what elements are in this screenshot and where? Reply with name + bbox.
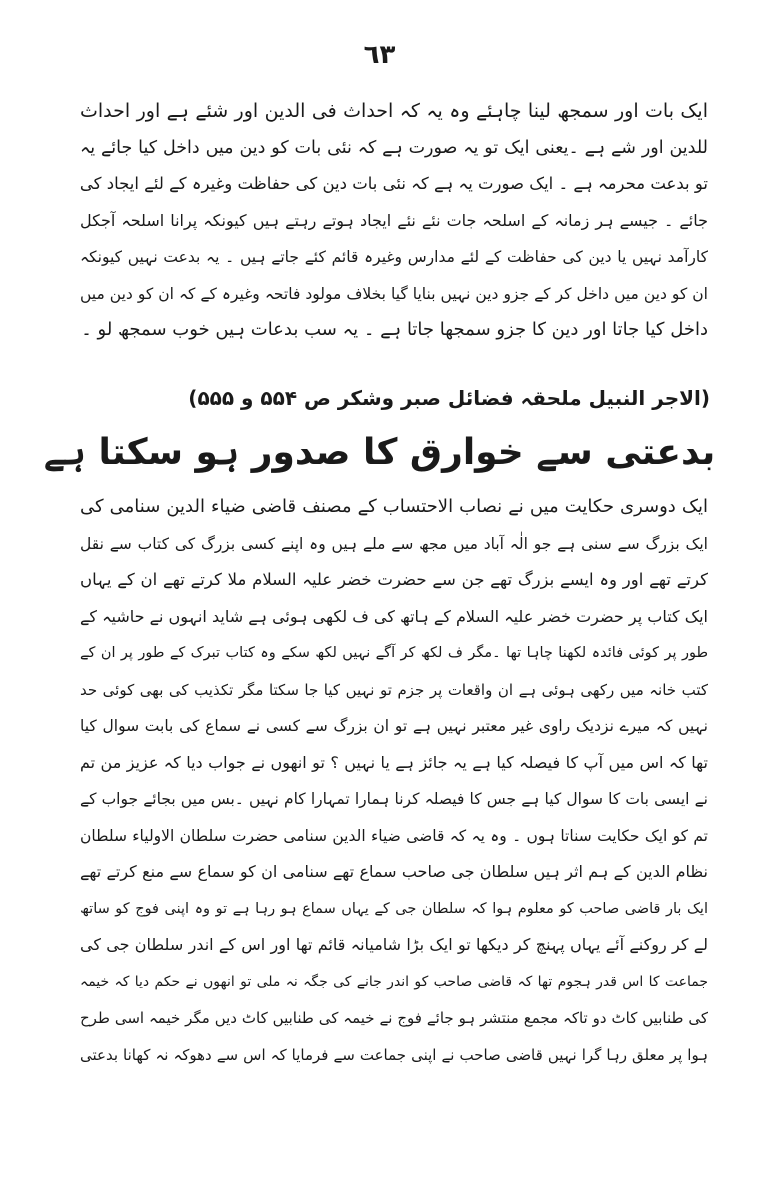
text-line: ایک بار قاضی صاحب کو معلوم ہوا کہ سلطان جی کے یہاں سماع ہو رہا ہے تو وہ اپنی فوج کو ساتھ — [80, 900, 708, 917]
text-line: کرتے تھے اور وہ ایسے بزرگ تھے جن سے حضرت خضر علیہ السلام ملا کرتے تھے ان کے یہاں — [80, 570, 708, 589]
text-line: ایک کتاب پر حضرت خضر علیہ السلام کے ہاتھ کی ف لکھی ہوئی ہے شاید انہوں نے حاشیہ کے — [80, 606, 708, 626]
text-line: کارآمد نہیں یا دین کی حفاظت کے لئے مدارس وغیرہ قائم کئے جاتے ہیں ۔ یہ بدعت نہیں کیونکہ — [80, 248, 708, 266]
text-line: ایک دوسری حکایت میں نے نصاب الاحتساب کے مصنف قاضی ضیاء الدین سنامی کی — [80, 496, 708, 517]
text-line: جائے ۔ جیسے ہر زمانہ کے اسلحہ جات نئے نئے ایجاد ہوتے رہتے ہیں کیونکہ پرانا اسلحہ آجکل — [80, 210, 708, 230]
text-line: داخل کیا جاتا اور دین کا جزو سمجھا جاتا ہے ۔ یہ سب بدعات ہیں خوب سمجھ لو ۔ — [81, 319, 708, 340]
text-line: للدین اور شے ہے ۔یعنی ایک تو یہ صورت ہے کہ نئی بات کو دین میں داخل کیا جائے یہ — [80, 137, 708, 158]
source-citation: (الاجر النبیل ملحقہ فضائل صبر وشکر ص ۵۵۴ و ۵۵۵) — [188, 386, 710, 410]
text-line: نظام الدین کے ہم اثر ہیں سلطان جی صاحب سماع تھے سنامی ان کو سماع سے منع کرتے تھے — [80, 862, 708, 881]
text-line: طور پر کوئی فائدہ لکھنا چاہا تھا ۔مگر ف لکھ کر آگے نہیں لکھ سکے وہ کتاب تبرک کے طور پر ان کے — [80, 645, 708, 661]
text-line: ایک بات اور سمجھ لینا چاہئے وہ یہ کہ احداث فی الدین اور شئے ہے اور احداث — [80, 100, 708, 122]
text-line: ہوا پر معلق رہا گرا نہیں قاضی صاحب نے اپنی جماعت سے فرمایا کہ اس سے دھوکہ نہ کھانا بدعتی — [80, 1045, 708, 1064]
section-heading: بدعتی سے خوارق کا صدور ہو سکتا ہے — [43, 432, 716, 473]
paragraph-bidat-explanation — [80, 93, 708, 349]
paragraph-story — [80, 489, 708, 1073]
text-line: تم کو ایک حکایت سناتا ہوں ۔ وہ یہ کہ قاضی ضیاء الدین سنامی حضرت سلطان الاولیاء سلطان — [80, 826, 708, 845]
text-line: کتب خانہ میں رکھی ہوئی ہے ان واقعات پر جزم تو نہیں کیا جا سکتا مگر تکذیب کی بھی کوئی حد — [80, 680, 708, 699]
text-line: ان کو دین میں داخل کر کے جزو دین نہیں بنایا گیا بخلاف مولود فاتحہ وغیرہ کے کہ ان کو دین میں — [80, 284, 708, 303]
text-line: تو بدعت محرمہ ہے ۔ ایک صورت یہ ہے کہ نئی بات دین کی حفاظت وغیرہ کے لئے ایجاد کی — [80, 174, 708, 193]
page-number: ٦٣ — [363, 40, 396, 70]
text-line: نہیں کہ میرے نزدیک راوی غیر معتبر نہیں ہے تو ان بزرگ سے کسی نے سماع کی بابت سوال کیا — [80, 717, 708, 735]
text-line: ایک بزرگ سے سنی ہے جو الٰہ آباد میں مجھ سے ملے ہیں وہ اپنے کسی بزرگ کی کتاب سے نقل — [80, 534, 708, 553]
text-line: نے ایسی بات کا سوال کیا ہے جس کا فیصلہ کرنا ہمارا تمہارا کام نہیں ۔بس میں بجائے جواب کے — [80, 790, 708, 808]
text-line: لے کر روکنے آئے یہاں پہنچ کر دیکھا تو ایک بڑا شامیانہ قائم تھا اور اس کے اندر سلطان جی کی — [80, 935, 708, 954]
text-line: جماعت کا اس قدر ہجوم تھا کہ قاضی صاحب کو اندر جانے کی جگہ نہ ملی تو انھوں نے حکم دیا کہ خیمہ — [80, 973, 708, 990]
text-line: کی طنابیں کاٹ دو تاکہ مجمع منتشر ہو جائے فوج نے خیمہ کی طنابیں کاٹ دیں مگر خیمہ اسی طرح — [80, 1009, 708, 1027]
text-line: تھا کہ اس میں آپ کا فیصلہ کیا ہے یہ جائز ہے یا نہیں ؟ تو انھوں نے جواب دیا کہ عزیز من تم — [80, 752, 708, 772]
